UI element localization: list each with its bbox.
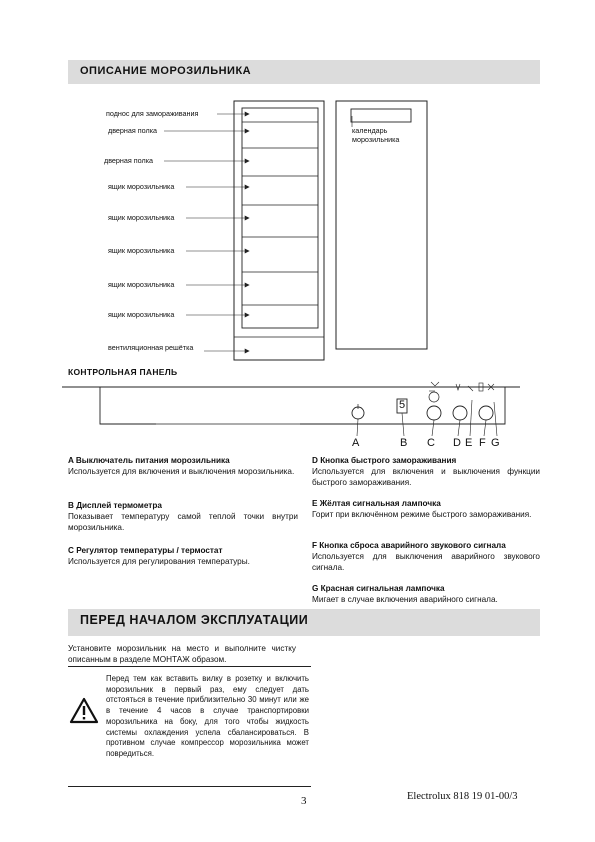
desc-c: [68, 545, 298, 567]
callout-drawer-1: ящик морозильника: [108, 182, 175, 191]
label-a: A: [352, 437, 360, 449]
callout-freezer-calendar: календарь морозильника: [352, 126, 400, 144]
label-d: D: [453, 437, 461, 449]
freezer-section-title: ОПИСАНИЕ МОРОЗИЛЬНИКА: [80, 65, 252, 77]
desc-a: [68, 455, 298, 477]
before-use-intro: Установите морозильник на место и выполните чистку описанным в разделе МОНТАЖ образом.: [68, 644, 296, 664]
desc-a-title: A Выключатель питания морозильника: [68, 456, 230, 465]
before-use-band: [68, 609, 540, 636]
desc-e-text: Горит при включённом режиме быстрого замораживания.: [312, 510, 532, 519]
callout-door-shelf-2: дверная полка: [104, 156, 154, 165]
fast-freeze-button: [453, 406, 467, 420]
desc-g-title: G Красная сигнальная лампочка: [312, 584, 445, 593]
desc-g: [312, 583, 540, 605]
callout-drawer-5: ящик морозильника: [108, 310, 175, 319]
desc-d-text: Используется для включения и выключения функции быстрого замораживания.: [312, 467, 540, 487]
doc-code: Electrolux 818 19 01-00/3: [407, 791, 518, 802]
freezer-diagram: [0, 0, 595, 370]
desc-c-title: C Регулятор температуры / термостат: [68, 546, 223, 555]
label-e: E: [465, 437, 473, 449]
callout-drawer-4: ящик морозильника: [108, 280, 175, 289]
callout-drawer-2: ящик морозильника: [108, 213, 175, 222]
page-number: 3: [301, 795, 307, 807]
desc-b-text: Показывает температуру самой теплой точки внутри морозильника.: [68, 512, 298, 532]
desc-f: [312, 540, 540, 573]
desc-c-text: Используется для регулирования температуры.: [68, 557, 250, 566]
label-c: C: [427, 437, 435, 449]
warning-bottom-rule: [68, 786, 311, 787]
thermometer-display-value: 5: [399, 399, 406, 411]
callout-vent-grille: вентиляционная решётка: [108, 343, 194, 352]
desc-b-title: B Дисплей термометра: [68, 501, 162, 510]
label-f: F: [479, 437, 486, 449]
before-use-title: ПЕРЕД НАЧАЛОМ ЭКСПЛУАТАЦИИ: [80, 613, 309, 627]
thermostat-knob: [427, 406, 441, 420]
callout-freezing-tray: поднос для замораживания: [106, 109, 199, 118]
desc-e-title: E Жёлтая сигнальная лампочка: [312, 499, 441, 508]
control-panel-title: КОНТРОЛЬНАЯ ПАНЕЛЬ: [68, 367, 178, 377]
warning-text: Перед тем как вставить вилку в розетку и включить морозильник в первый раз, ему следует дать отстояться в течение приблизительно 30 минут или же в течение 4 часов в случае транспортировки морозильника на боку, для того чтобы жидкость системы охлаждения успела сбалансироваться. В противном случае компрессор морозильника может повредиться.: [106, 674, 309, 758]
callout-door-shelf-1: дверная полка: [108, 126, 158, 135]
desc-f-text: Используется для выключения аварийного звукового сигнала.: [312, 552, 540, 572]
warning-triangle-icon: [69, 697, 99, 724]
desc-g-text: Мигает в случае включения аварийного сигнала.: [312, 595, 498, 604]
desc-b: [68, 500, 298, 533]
label-b: B: [400, 437, 408, 449]
control-panel-diagram: [0, 378, 595, 448]
label-g: G: [491, 437, 500, 449]
alarm-reset-button: [479, 406, 493, 420]
callout-drawer-3: ящик морозильника: [108, 246, 175, 255]
desc-d: [312, 455, 540, 488]
desc-d-title: D Кнопка быстрого замораживания: [312, 456, 457, 465]
desc-f-title: F Кнопка сброса аварийного звукового сигнала: [312, 541, 506, 550]
warning-top-rule: [68, 666, 311, 667]
desc-a-text: Используется для включения и выключения морозильника.: [68, 467, 295, 476]
desc-e: [312, 498, 540, 520]
